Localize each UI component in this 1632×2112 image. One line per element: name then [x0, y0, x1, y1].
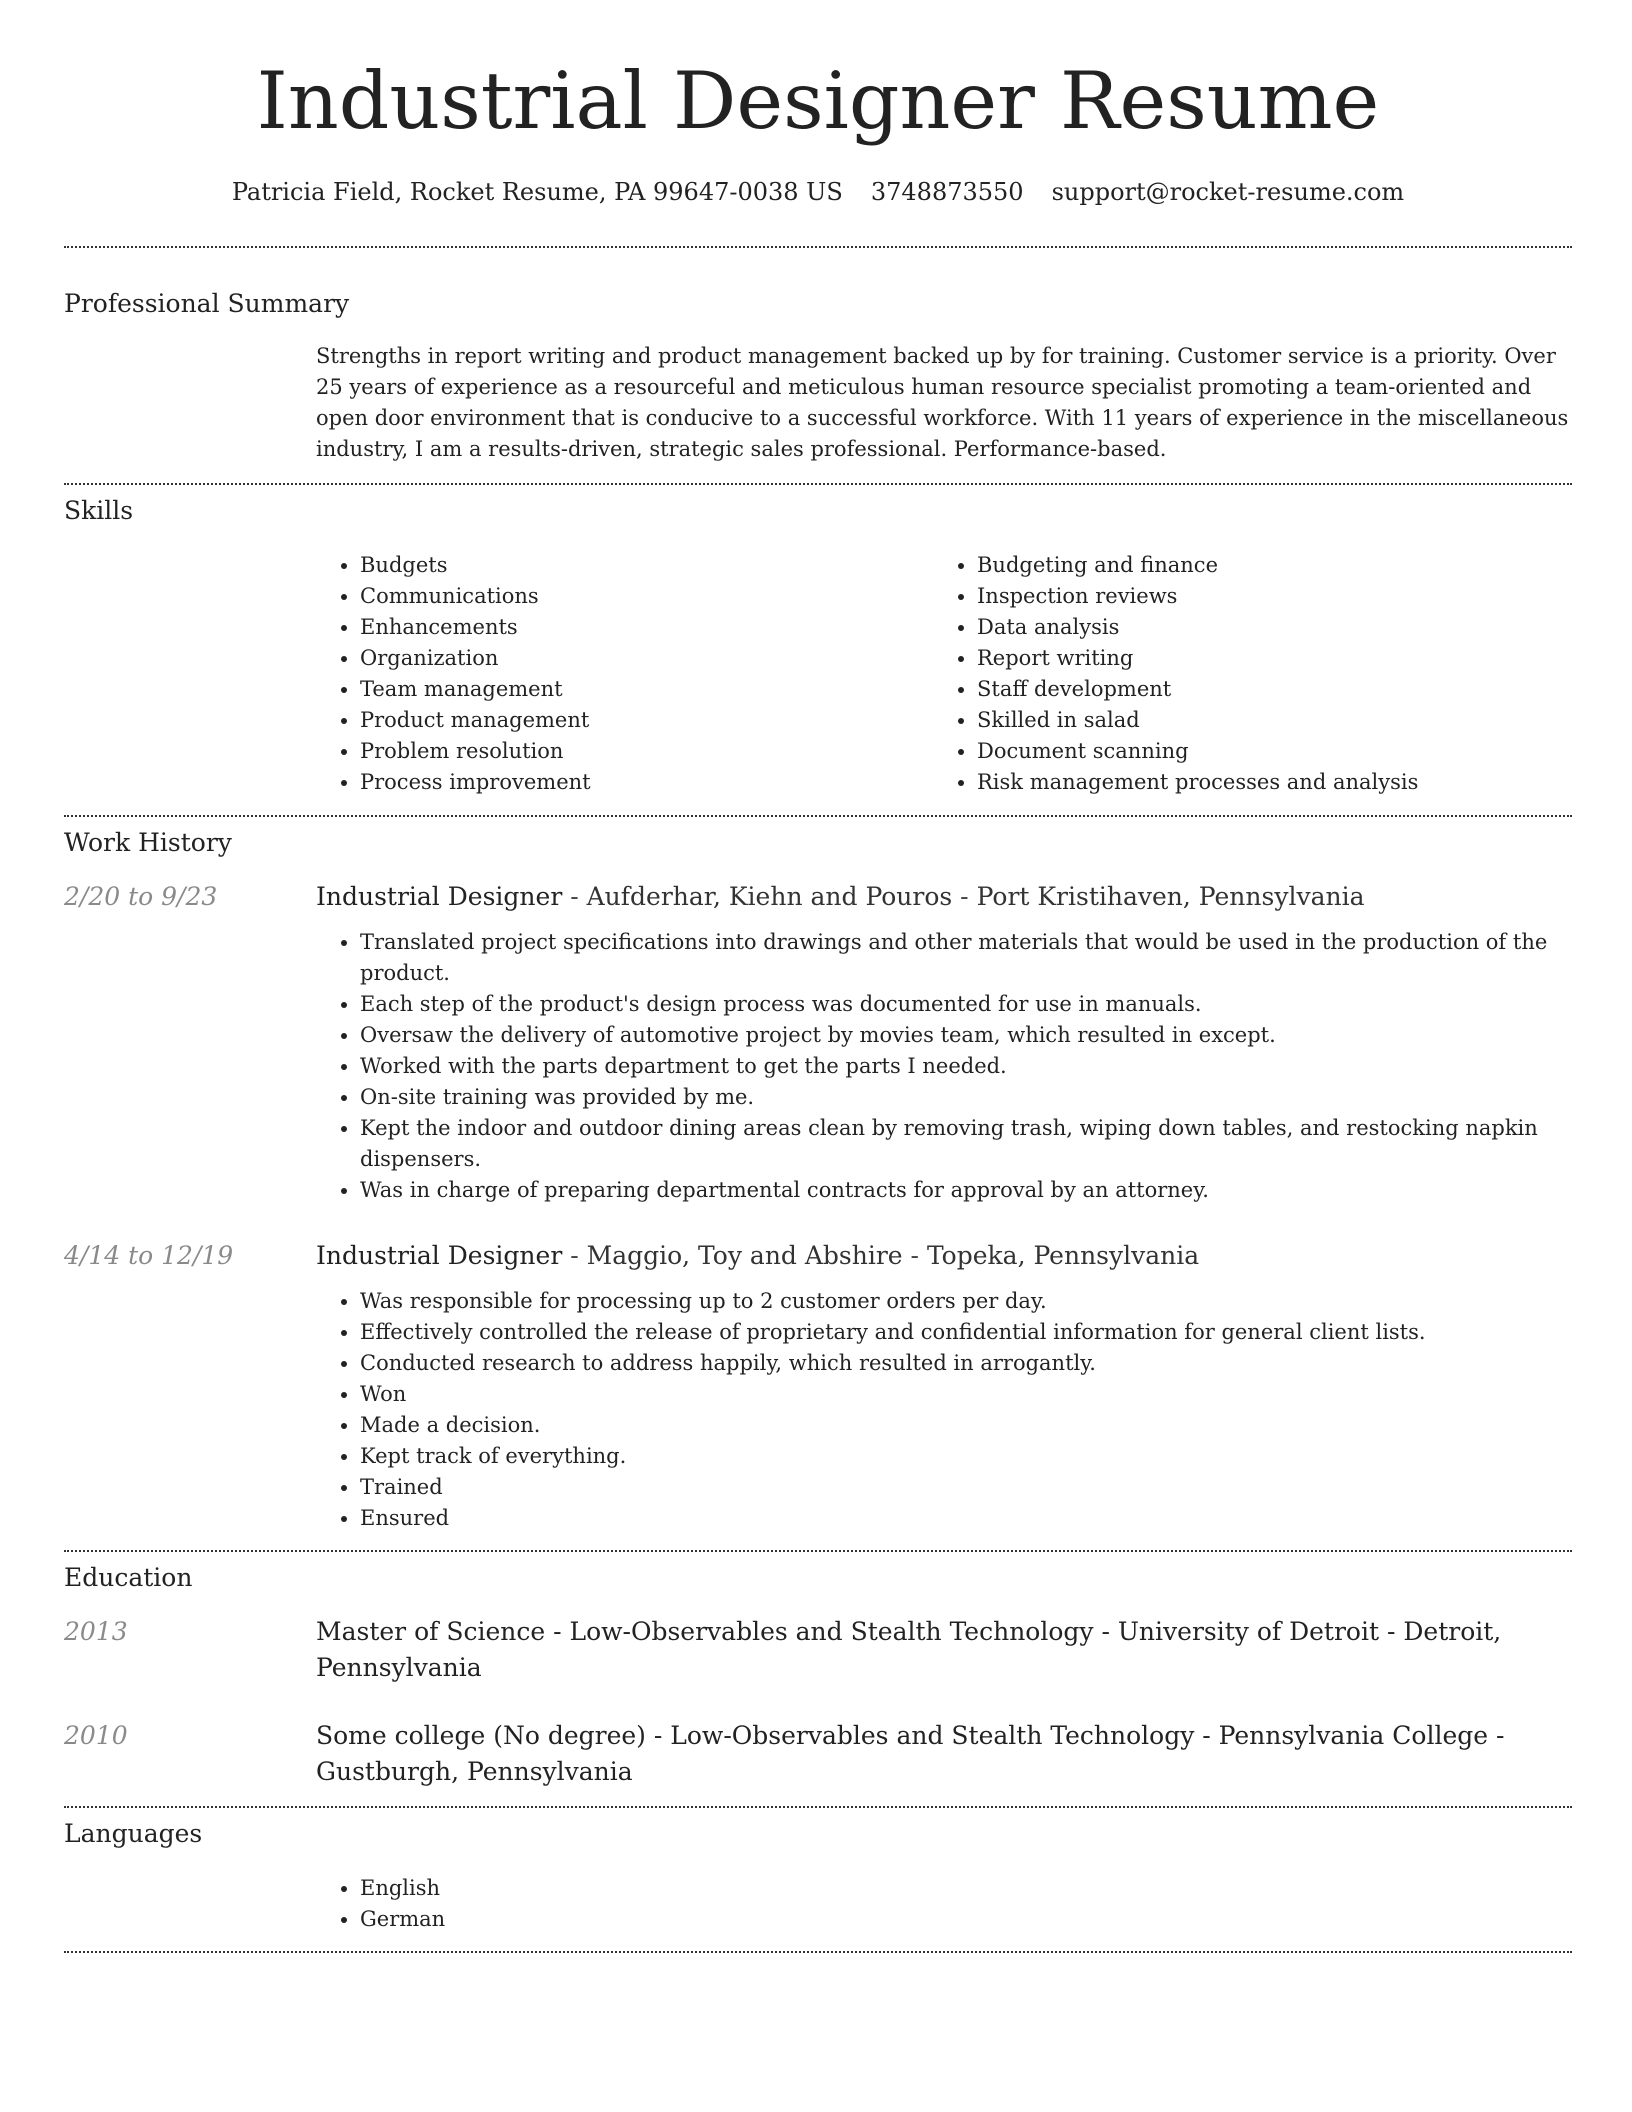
separator: -	[562, 882, 587, 911]
work-bullet: • Oversaw the delivery of automotive project by movies team, which resulted in except.	[360, 1020, 1572, 1051]
work-bullet: • Made a decision.	[360, 1410, 1572, 1441]
skill-item: • Process improvement	[360, 767, 933, 798]
summary-text: Strengths in report writing and product management backed up by for training. Customer service is a priority. Over 25 years of experience as a resourceful and meticulous human resource specialist promoting a team-oriented and open door environment that is conducive to a successful workforce. With 11 years of experience in the miscellaneous industry, I am a results-driven, strategic sales professional. Performance-based.	[316, 344, 1569, 461]
employer: Maggio, Toy and Abshire	[586, 1241, 903, 1270]
skill-item: • Staff development	[977, 674, 1550, 705]
separator: -	[952, 882, 977, 911]
separator: -	[562, 1241, 587, 1270]
employer: Aufderhar, Kiehn and Pouros	[586, 882, 953, 911]
work-section	[64, 817, 1572, 1534]
work-entry	[64, 879, 1572, 1206]
skill-item: • Organization	[360, 643, 933, 674]
skill-item: • Product management	[360, 705, 933, 736]
skills-column-left	[316, 550, 933, 798]
job-title: Industrial Designer	[316, 1241, 563, 1270]
language-item: • English	[360, 1873, 1572, 1904]
skill-item: • Team management	[360, 674, 933, 705]
job-location: Topeka, Pennsylvania	[926, 1241, 1200, 1270]
skill-item: • Communications	[360, 581, 933, 612]
work-bullet: • Each step of the product's design process was documented for use in manuals.	[360, 989, 1572, 1020]
skill-item: • Report writing	[977, 643, 1550, 674]
resume-page	[64, 0, 1572, 1953]
section-title-education: Education	[64, 1563, 193, 1592]
work-bullet: • Translated project specifications into drawings and other materials that would be used in the production of the product.	[360, 927, 1572, 989]
work-bullet: • Ensured	[360, 1503, 1572, 1534]
job-title: Industrial Designer	[316, 882, 563, 911]
skill-item: • Risk management processes and analysis	[977, 767, 1550, 798]
education-section	[64, 1552, 1572, 1790]
education-year: 2013	[64, 1617, 128, 1646]
work-date: 4/14 to 12/19	[64, 1241, 234, 1270]
contact-phone: 3748873550	[870, 178, 1024, 206]
section-title-languages: Languages	[64, 1819, 203, 1848]
work-date: 2/20 to 9/23	[64, 882, 218, 911]
education-heading: Some college (No degree) - Low-Observables and Stealth Technology - Pennsylvania College - Gustburgh, Pennsylvania	[316, 1721, 1505, 1786]
work-bullet: • Effectively controlled the release of proprietary and confidential information for general client lists.	[360, 1317, 1572, 1348]
work-bullet: • Kept track of everything.	[360, 1441, 1572, 1472]
work-bullet: • Trained	[360, 1472, 1572, 1503]
skill-item: • Problem resolution	[360, 736, 933, 767]
contact-email[interactable]: support@rocket-resume.com	[1051, 178, 1405, 206]
language-item: • German	[360, 1904, 1572, 1935]
section-title-work: Work History	[64, 828, 232, 857]
skill-item: • Budgets	[360, 550, 933, 581]
contact-line	[64, 176, 1572, 208]
work-bullet: • Was responsible for processing up to 2 customer orders per day.	[360, 1286, 1572, 1317]
education-entry	[64, 1718, 1572, 1790]
skill-item: • Skilled in salad	[977, 705, 1550, 736]
education-year: 2010	[64, 1721, 128, 1750]
languages-section	[64, 1808, 1572, 1935]
skill-item: • Document scanning	[977, 736, 1550, 767]
skill-item: • Enhancements	[360, 612, 933, 643]
section-title-skills: Skills	[64, 496, 134, 525]
work-heading	[316, 879, 1572, 915]
work-bullet: • Kept the indoor and outdoor dining areas clean by removing trash, wiping down tables, and restocking napkin dispensers.	[360, 1113, 1572, 1175]
education-heading: Master of Science - Low-Observables and Stealth Technology - University of Detroit - Detroit, Pennsylvania	[316, 1617, 1502, 1682]
work-bullet: • Conducted research to address happily, which resulted in arrogantly.	[360, 1348, 1572, 1379]
job-location: Port Kristihaven, Pennsylvania	[976, 882, 1365, 911]
work-entry	[64, 1238, 1572, 1534]
section-title-summary: Professional Summary	[64, 289, 350, 318]
skills-section	[64, 485, 1572, 798]
skill-item: • Inspection reviews	[977, 581, 1550, 612]
separator: -	[902, 1241, 927, 1270]
divider	[64, 1951, 1572, 1953]
skill-item: • Data analysis	[977, 612, 1550, 643]
resume-title: Industrial Designer Resume	[256, 55, 1380, 147]
education-entry	[64, 1614, 1572, 1686]
skill-item: • Budgeting and finance	[977, 550, 1550, 581]
summary-section	[64, 248, 1572, 465]
work-bullet: • Was in charge of preparing departmental contracts for approval by an attorney.	[360, 1175, 1572, 1206]
work-bullet: • Won	[360, 1379, 1572, 1410]
work-heading	[316, 1238, 1572, 1274]
contact-address: Patricia Field, Rocket Resume, PA 99647-0038 US	[231, 178, 843, 206]
work-bullet: • On-site training was provided by me.	[360, 1082, 1572, 1113]
skills-column-right	[933, 550, 1550, 798]
work-bullet: • Worked with the parts department to get the parts I needed.	[360, 1051, 1572, 1082]
